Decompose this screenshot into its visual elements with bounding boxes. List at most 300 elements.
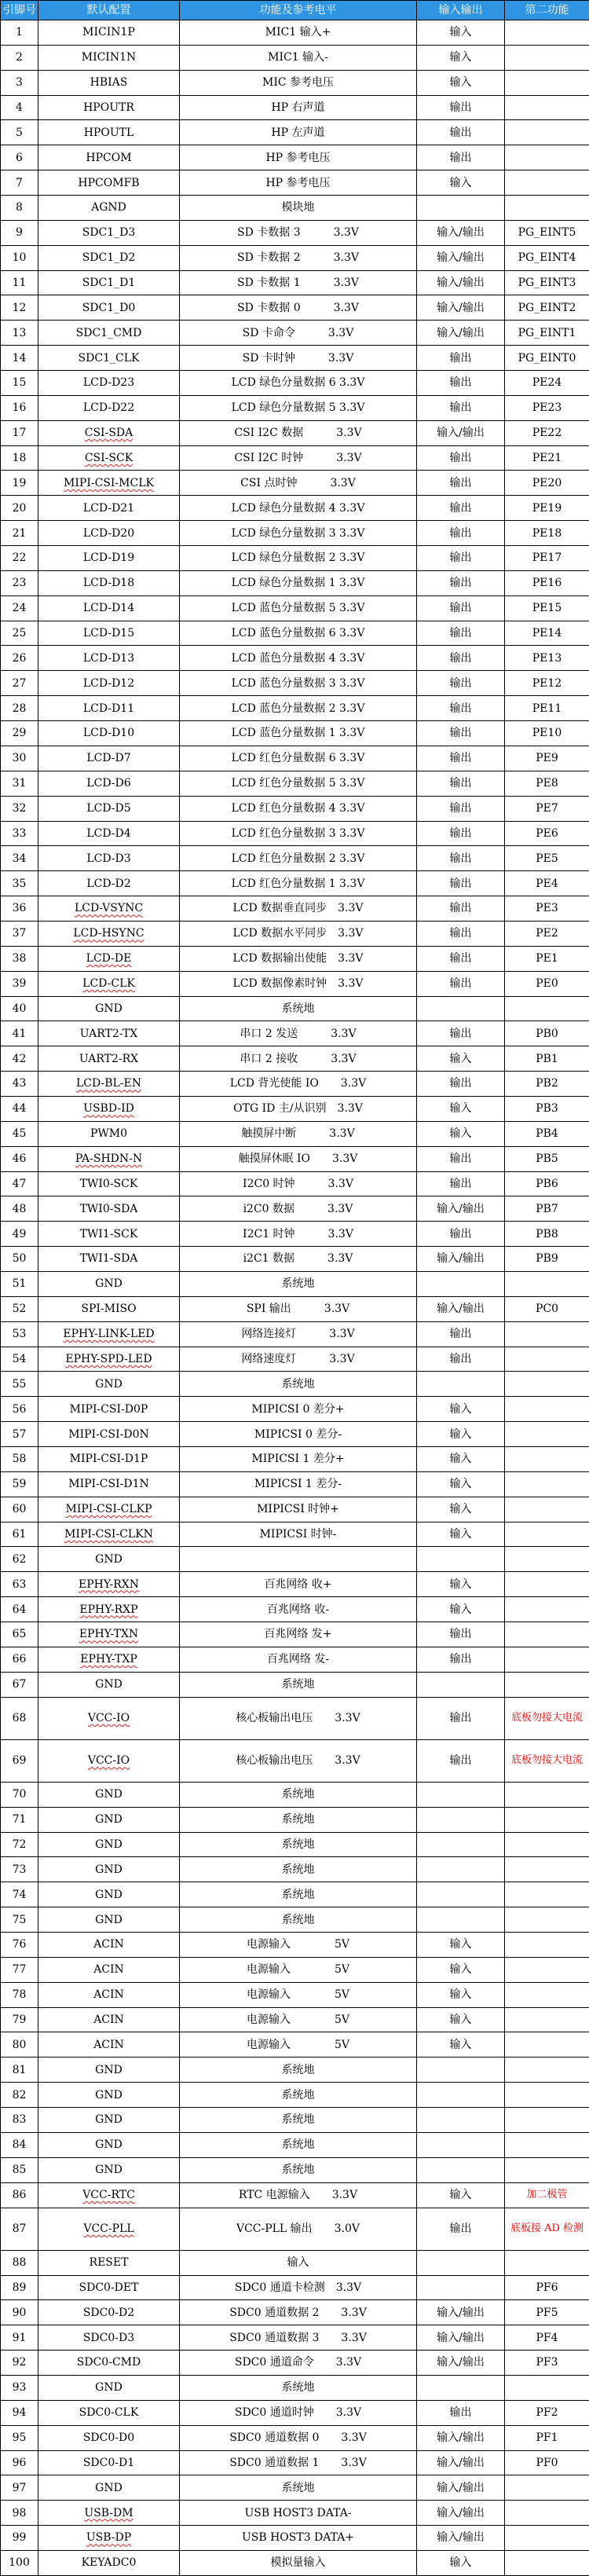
function-cell: LCD 数据垂直同步 3.3V	[180, 896, 417, 922]
table-row	[1, 220, 589, 245]
io-cell: 输出	[417, 771, 505, 796]
function-cell	[180, 1547, 417, 1572]
config-cell: GND	[38, 1372, 180, 1397]
function-cell: 系统地	[180, 1807, 417, 1832]
pin-cell: 26	[1, 646, 38, 671]
table-row	[1, 1497, 589, 1522]
second-function-cell	[505, 45, 589, 70]
second-function-cell: PE12	[505, 671, 589, 696]
config-cell: GND	[38, 2157, 180, 2182]
table-row	[1, 2550, 589, 2575]
config-cell: LCD-D19	[38, 546, 180, 571]
config-cell: RESET	[38, 2250, 180, 2275]
pin-cell: 10	[1, 245, 38, 270]
second-function-cell: PE13	[505, 646, 589, 671]
table-row	[1, 621, 589, 646]
table-row	[1, 1121, 589, 1146]
second-function-cell	[505, 1782, 589, 1807]
function-cell: 电源输入 5V	[180, 1957, 417, 1982]
table-row	[1, 1422, 589, 1447]
table-row	[1, 1807, 589, 1832]
second-function-cell	[505, 170, 589, 196]
function-cell: 系统地	[180, 1857, 417, 1882]
second-function-cell: PE11	[505, 696, 589, 721]
pin-cell: 52	[1, 1296, 38, 1321]
table-row	[1, 346, 589, 371]
pin-cell: 79	[1, 2007, 38, 2032]
table-row	[1, 1046, 589, 1072]
config-cell: SDC1_D1	[38, 270, 180, 295]
table-row	[1, 1597, 589, 1622]
config-cell: TWI1-SCK	[38, 1222, 180, 1247]
function-cell: OTG ID 主/从识别 3.3V	[180, 1096, 417, 1121]
function-cell: 模拟量输入	[180, 2550, 417, 2575]
second-function-cell	[505, 145, 589, 170]
table-row	[1, 2425, 589, 2450]
pin-cell: 2	[1, 45, 38, 70]
pin-cell: 23	[1, 570, 38, 595]
second-function-cell: PE19	[505, 496, 589, 521]
second-function-cell: 底板勿接大电流	[505, 1697, 589, 1739]
table-row	[1, 1146, 589, 1171]
config-cell	[38, 946, 180, 971]
table-row	[1, 2300, 589, 2325]
io-cell: 输出	[417, 671, 505, 696]
function-cell: 网络速度灯 3.3V	[180, 1347, 417, 1372]
pin-cell: 75	[1, 1907, 38, 1933]
second-function-cell	[505, 1372, 589, 1397]
config-cell	[38, 1647, 180, 1672]
function-cell: 触摸屏休眠 IO 3.3V	[180, 1146, 417, 1171]
function-cell: 核心板输出电压 3.3V	[180, 1697, 417, 1739]
config-cell: GND	[38, 1857, 180, 1882]
io-cell: 输入/输出	[417, 2450, 505, 2475]
pin-cell: 47	[1, 1171, 38, 1196]
table-row	[1, 871, 589, 896]
table-row	[1, 1782, 589, 1807]
table-row	[1, 1907, 589, 1933]
pin-cell: 65	[1, 1622, 38, 1647]
second-function-cell: PF6	[505, 2275, 589, 2300]
config-cell: AGND	[38, 196, 180, 221]
config-cell	[38, 2526, 180, 2551]
config-cell	[38, 2501, 180, 2526]
function-cell: LCD 绿色分量数据 6 3.3V	[180, 371, 417, 396]
table-row	[1, 1857, 589, 1882]
config-cell	[38, 445, 180, 471]
pin-cell: 88	[1, 2250, 38, 2275]
pin-cell: 48	[1, 1196, 38, 1222]
table-row	[1, 1647, 589, 1672]
function-cell: HP 右声道	[180, 95, 417, 120]
config-cell	[38, 896, 180, 922]
second-function-cell: PB9	[505, 1247, 589, 1272]
pin-cell: 60	[1, 1497, 38, 1522]
config-cell: SDC1_D3	[38, 220, 180, 245]
pin-cell: 69	[1, 1739, 38, 1782]
config-cell: SDC0-D1	[38, 2450, 180, 2475]
table-row	[1, 2007, 589, 2032]
config-cell: MIPI-CSI-D0P	[38, 1397, 180, 1422]
pin-cell: 9	[1, 220, 38, 245]
pin-cell: 57	[1, 1422, 38, 1447]
pin-cell: 6	[1, 145, 38, 170]
io-cell: 输出	[417, 395, 505, 420]
table-row	[1, 2157, 589, 2182]
second-function-cell: PE1	[505, 946, 589, 971]
function-cell: SDC0 通道数据 3 3.3V	[180, 2325, 417, 2351]
config-label: EPHY-RXN	[78, 1577, 140, 1591]
io-cell: 输入	[417, 1522, 505, 1547]
table-row	[1, 2083, 589, 2108]
table-row	[1, 521, 589, 546]
function-cell: LCD 背光使能 IO 3.3V	[180, 1072, 417, 1097]
function-cell: LCD 数据像素时钟 3.3V	[180, 971, 417, 996]
table-row	[1, 95, 589, 120]
function-cell: 系统地	[180, 2375, 417, 2400]
second-function-cell: PE18	[505, 521, 589, 546]
second-function-cell: PF3	[505, 2351, 589, 2376]
config-cell: SDC0-CLK	[38, 2400, 180, 2425]
pin-cell: 56	[1, 1397, 38, 1422]
function-cell: LCD 蓝色分量数据 1 3.3V	[180, 721, 417, 746]
io-cell: 输入	[417, 1572, 505, 1597]
config-label: LCD-DE	[86, 952, 132, 966]
second-function-cell: PE22	[505, 420, 589, 445]
function-cell: HP 参考电压	[180, 170, 417, 196]
pin-cell: 43	[1, 1072, 38, 1097]
config-cell: TWI0-SCK	[38, 1171, 180, 1196]
io-cell: 输入/输出	[417, 2300, 505, 2325]
function-cell: LCD 蓝色分量数据 3 3.3V	[180, 671, 417, 696]
function-cell: MIPICSI 1 差分+	[180, 1446, 417, 1471]
pin-cell: 83	[1, 2108, 38, 2133]
table-row	[1, 1572, 589, 1597]
second-function-cell	[505, 1397, 589, 1422]
config-cell: LCD-D10	[38, 721, 180, 746]
pin-cell: 35	[1, 871, 38, 896]
config-cell: SDC0-D3	[38, 2325, 180, 2351]
config-label: MIPI-CSI-CLKN	[64, 1527, 153, 1541]
pin-cell: 16	[1, 395, 38, 420]
table-row	[1, 2208, 589, 2250]
second-function-cell: PG_EINT0	[505, 346, 589, 371]
function-cell: VCC-PLL 输出 3.0V	[180, 2208, 417, 2250]
second-function-cell: 加二极管	[505, 2182, 589, 2208]
config-cell: KEYADC0	[38, 2550, 180, 2575]
function-cell: 系统地	[180, 2132, 417, 2157]
io-cell: 输入	[417, 170, 505, 196]
second-function-cell: PG_EINT1	[505, 321, 589, 346]
second-function-cell	[505, 2083, 589, 2108]
pin-cell: 67	[1, 1672, 38, 1697]
second-function-cell: PB7	[505, 1196, 589, 1222]
config-cell: MIPI-CSI-D0N	[38, 1422, 180, 1447]
second-function-cell	[505, 1882, 589, 1907]
pin-cell: 58	[1, 1446, 38, 1471]
function-cell: LCD 蓝色分量数据 5 3.3V	[180, 595, 417, 621]
function-cell: 系统地	[180, 2083, 417, 2108]
second-function-cell: PB4	[505, 1121, 589, 1146]
config-label: USBD-ID	[83, 1102, 134, 1116]
function-cell: 电源输入 5V	[180, 2032, 417, 2058]
pin-cell: 72	[1, 1832, 38, 1857]
io-cell: 输出	[417, 871, 505, 896]
io-cell: 输入/输出	[417, 2475, 505, 2501]
io-cell: 输入/输出	[417, 2501, 505, 2526]
function-cell: 系统地	[180, 1372, 417, 1397]
table-row	[1, 196, 589, 221]
io-cell: 输出	[417, 746, 505, 771]
config-cell	[38, 1146, 180, 1171]
config-cell	[38, 1347, 180, 1372]
io-cell	[417, 1372, 505, 1397]
function-cell: SD 卡数据 3 3.3V	[180, 220, 417, 245]
io-cell	[417, 2375, 505, 2400]
io-cell: 输入/输出	[417, 295, 505, 321]
table-row	[1, 170, 589, 196]
second-function-cell	[505, 2157, 589, 2182]
function-cell: 串口 2 接收 3.3V	[180, 1046, 417, 1072]
io-cell: 输入	[417, 1597, 505, 1622]
function-cell: LCD 红色分量数据 1 3.3V	[180, 871, 417, 896]
config-cell	[38, 1572, 180, 1597]
io-cell: 输入	[417, 2032, 505, 2058]
config-cell: GND	[38, 1672, 180, 1697]
io-cell: 输出	[417, 896, 505, 922]
function-cell: 网络连接灯 3.3V	[180, 1321, 417, 1347]
table-row	[1, 245, 589, 270]
pin-cell: 86	[1, 2182, 38, 2208]
config-cell: TWI1-SDA	[38, 1247, 180, 1272]
pin-cell: 28	[1, 696, 38, 721]
second-function-cell: PE0	[505, 971, 589, 996]
function-cell: SDC0 通道数据 0 3.3V	[180, 2425, 417, 2450]
io-cell: 输入	[417, 1046, 505, 1072]
config-cell: HPCOM	[38, 145, 180, 170]
pin-cell: 11	[1, 270, 38, 295]
pin-cell: 39	[1, 971, 38, 996]
config-cell: SDC1_D2	[38, 245, 180, 270]
second-function-cell	[505, 1271, 589, 1296]
config-cell: GND	[38, 996, 180, 1021]
function-cell: SD 卡数据 2 3.3V	[180, 245, 417, 270]
header-second-function: 第二功能	[505, 1, 589, 20]
pin-cell: 76	[1, 1933, 38, 1958]
second-function-cell	[505, 1807, 589, 1832]
table-row	[1, 1739, 589, 1782]
config-cell: MICIN1P	[38, 20, 180, 46]
config-cell: LCD-D20	[38, 521, 180, 546]
second-function-cell	[505, 196, 589, 221]
io-cell	[417, 2083, 505, 2108]
config-cell: LCD-D6	[38, 771, 180, 796]
second-function-cell	[505, 1622, 589, 1647]
function-cell: SDC0 通道命令 3.3V	[180, 2351, 417, 2376]
io-cell: 输出	[417, 1622, 505, 1647]
config-cell: LCD-D21	[38, 496, 180, 521]
pin-cell: 77	[1, 1957, 38, 1982]
function-cell: MIC1 输入+	[180, 20, 417, 46]
second-function-cell	[505, 2032, 589, 2058]
second-function-cell: PE2	[505, 921, 589, 946]
pin-cell: 4	[1, 95, 38, 120]
second-function-cell: PE7	[505, 796, 589, 821]
config-cell: LCD-D22	[38, 395, 180, 420]
pin-cell: 40	[1, 996, 38, 1021]
second-function-cell	[505, 1422, 589, 1447]
pin-cell: 19	[1, 471, 38, 496]
function-cell: LCD 红色分量数据 3 3.3V	[180, 821, 417, 846]
table-row	[1, 70, 589, 95]
table-row	[1, 971, 589, 996]
function-cell: LCD 绿色分量数据 2 3.3V	[180, 546, 417, 571]
function-cell: 触摸屏中断 3.3V	[180, 1121, 417, 1146]
config-label: LCD-BL-EN	[75, 1077, 141, 1090]
config-label: LCD-CLK	[82, 977, 135, 991]
table-row	[1, 1247, 589, 1272]
function-cell: CSI 点时钟 3.3V	[180, 471, 417, 496]
config-label: VCC-IO	[87, 1754, 130, 1768]
function-cell: 电源输入 5V	[180, 1933, 417, 1958]
config-cell: LCD-D2	[38, 871, 180, 896]
function-cell: 系统地	[180, 2475, 417, 2501]
config-label: MIPI-CSI-MCLK	[64, 476, 154, 489]
second-function-cell	[505, 1597, 589, 1622]
io-cell	[417, 1672, 505, 1697]
table-row	[1, 696, 589, 721]
pin-cell: 3	[1, 70, 38, 95]
config-cell	[38, 420, 180, 445]
io-cell: 输出	[417, 621, 505, 646]
function-cell: 串口 2 发送 3.3V	[180, 1021, 417, 1046]
pin-cell: 87	[1, 2208, 38, 2250]
config-cell: ACIN	[38, 1933, 180, 1958]
second-function-cell	[505, 1857, 589, 1882]
second-function-cell: PE9	[505, 746, 589, 771]
pin-cell: 82	[1, 2083, 38, 2108]
table-row	[1, 746, 589, 771]
pin-cell: 24	[1, 595, 38, 621]
function-cell: MIC 参考电压	[180, 70, 417, 95]
second-function-cell: PE5	[505, 846, 589, 871]
io-cell	[417, 2132, 505, 2157]
table-row	[1, 2501, 589, 2526]
io-cell: 输入	[417, 1096, 505, 1121]
config-cell: TWI0-SDA	[38, 1196, 180, 1222]
second-function-cell	[505, 2475, 589, 2501]
function-cell: 百兆网络 发+	[180, 1622, 417, 1647]
config-cell: HPCOMFB	[38, 170, 180, 196]
function-cell: MIC1 输入-	[180, 45, 417, 70]
pin-cell: 36	[1, 896, 38, 922]
config-label: LCD-HSYNC	[73, 927, 145, 940]
io-cell: 输入	[417, 20, 505, 46]
pin-cell: 12	[1, 295, 38, 321]
pin-cell: 14	[1, 346, 38, 371]
io-cell: 输入	[417, 1121, 505, 1146]
io-cell	[417, 196, 505, 221]
config-cell	[38, 1096, 180, 1121]
second-function-cell: PE16	[505, 570, 589, 595]
header-default-config: 默认配置	[38, 1, 180, 20]
config-cell: PWM0	[38, 1121, 180, 1146]
table-row	[1, 1697, 589, 1739]
second-function-cell: PF0	[505, 2450, 589, 2475]
table-row	[1, 1446, 589, 1471]
io-cell: 输出	[417, 1697, 505, 1739]
function-cell: LCD 红色分量数据 6 3.3V	[180, 746, 417, 771]
table-row	[1, 2325, 589, 2351]
io-cell: 输入/输出	[417, 1196, 505, 1222]
second-function-cell	[505, 120, 589, 145]
pin-cell: 21	[1, 521, 38, 546]
pin-cell: 31	[1, 771, 38, 796]
io-cell: 输入	[417, 2182, 505, 2208]
config-label: USB-DM	[84, 2506, 134, 2519]
io-cell: 输出	[417, 95, 505, 120]
io-cell	[417, 1857, 505, 1882]
table-row	[1, 2132, 589, 2157]
function-cell: SD 卡数据 0 3.3V	[180, 295, 417, 321]
function-cell: 系统地	[180, 1882, 417, 1907]
header-function: 功能及参考电平	[180, 1, 417, 20]
table-row	[1, 1271, 589, 1296]
io-cell: 输出	[417, 921, 505, 946]
function-cell: 系统地	[180, 1782, 417, 1807]
table-row	[1, 1471, 589, 1497]
table-row	[1, 921, 589, 946]
config-label: LCD-VSYNC	[74, 902, 144, 915]
function-cell: SD 卡时钟 3.3V	[180, 346, 417, 371]
config-cell	[38, 1522, 180, 1547]
function-cell: CSI I2C 时钟 3.3V	[180, 445, 417, 471]
pin-cell: 34	[1, 846, 38, 871]
function-cell: 百兆网络 收-	[180, 1597, 417, 1622]
pin-cell: 84	[1, 2132, 38, 2157]
pin-cell: 100	[1, 2550, 38, 2575]
table-row	[1, 1072, 589, 1097]
io-cell: 输入	[417, 1982, 505, 2007]
io-cell	[417, 1807, 505, 1832]
second-function-cell: PG_EINT3	[505, 270, 589, 295]
table-row	[1, 445, 589, 471]
io-cell: 输出	[417, 1321, 505, 1347]
io-cell	[417, 2108, 505, 2133]
pin-cell: 90	[1, 2300, 38, 2325]
table-row	[1, 2275, 589, 2300]
io-cell: 输入	[417, 1446, 505, 1471]
function-cell: LCD 蓝色分量数据 6 3.3V	[180, 621, 417, 646]
table-row	[1, 2058, 589, 2083]
table-row	[1, 846, 589, 871]
second-function-cell: PG_EINT4	[505, 245, 589, 270]
second-function-cell	[505, 1547, 589, 1572]
io-cell: 输入/输出	[417, 2351, 505, 2376]
function-cell: 模块地	[180, 196, 417, 221]
second-function-cell	[505, 2375, 589, 2400]
io-cell: 输出	[417, 595, 505, 621]
second-function-cell: PF2	[505, 2400, 589, 2425]
header-io: 输入输出	[417, 1, 505, 20]
second-function-cell: PE21	[505, 445, 589, 471]
table-row	[1, 471, 589, 496]
table-row	[1, 1096, 589, 1121]
io-cell: 输入	[417, 1397, 505, 1422]
function-cell: 百兆网络 收+	[180, 1572, 417, 1597]
pin-cell: 85	[1, 2157, 38, 2182]
second-function-cell: PC0	[505, 1296, 589, 1321]
